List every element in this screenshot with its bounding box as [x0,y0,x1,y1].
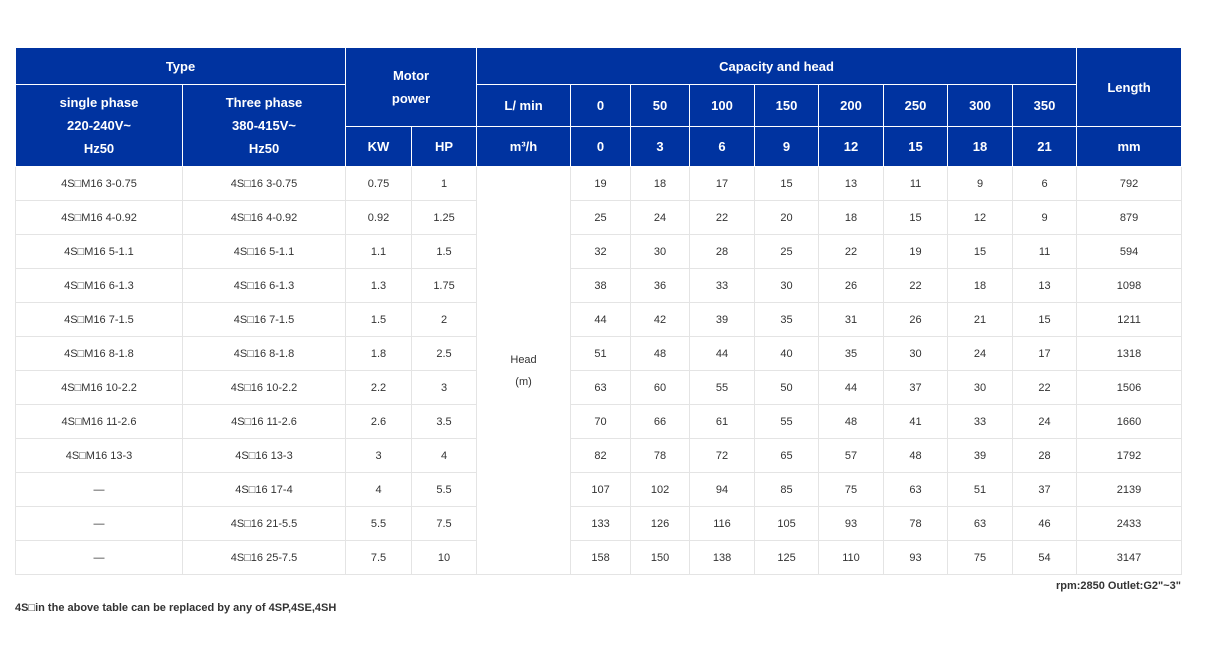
three-phase-model: 4S□16 3-0.75 [183,167,346,201]
head-value: 78 [884,507,948,541]
head-value: 17 [1013,337,1077,371]
three-phase-model: 4S□16 11-2.6 [183,405,346,439]
head-value: 63 [884,473,948,507]
head-value: 61 [690,405,755,439]
head-value: 32 [571,235,631,269]
head-value: 24 [948,337,1013,371]
head-value: 17 [690,167,755,201]
head-value: 63 [948,507,1013,541]
three-phase-model: 4S□16 6-1.3 [183,269,346,303]
power-hp: 1.25 [412,201,477,235]
single-phase-header [16,85,183,167]
length-value: 1098 [1077,269,1182,303]
head-value: 22 [690,201,755,235]
power-hp: 10 [412,541,477,575]
head-value: 30 [755,269,819,303]
capacity-head-header: Capacity and head [477,48,1077,85]
head-value: 37 [1013,473,1077,507]
head-value: 21 [948,303,1013,337]
head-value: 51 [948,473,1013,507]
table-row [16,473,1182,507]
power-hp: 3.5 [412,405,477,439]
three-phase-model: 4S□16 5-1.1 [183,235,346,269]
power-hp: 1.5 [412,235,477,269]
flow-m3h-value: 0 [571,127,631,167]
head-value: 6 [1013,167,1077,201]
single-phase-model: 4S□M16 6-1.3 [16,269,183,303]
head-value: 19 [884,235,948,269]
power-kw: 4 [346,473,412,507]
head-label: Head [510,353,537,366]
head-value: 28 [690,235,755,269]
head-value: 48 [631,337,690,371]
head-value: 110 [819,541,884,575]
head-value: 13 [819,167,884,201]
single-phase-line-3: Hz50 [83,141,115,156]
head-value: 44 [690,337,755,371]
head-value: 158 [571,541,631,575]
head-value: 66 [631,405,690,439]
single-phase-model: 4S□M16 4-0.92 [16,201,183,235]
flow-m3h-value: 12 [819,127,884,167]
head-value: 42 [631,303,690,337]
table-row [16,405,1182,439]
head-value: 55 [755,405,819,439]
power-kw: 0.75 [346,167,412,201]
single-phase-model: — [16,507,183,541]
three-phase-line-3: Hz50 [248,141,280,156]
head-value: 116 [690,507,755,541]
head-label-cell [477,167,571,575]
head-value: 78 [631,439,690,473]
head-value: 15 [884,201,948,235]
head-value: 125 [755,541,819,575]
head-value: 44 [819,371,884,405]
head-value: 94 [690,473,755,507]
power-hp: 1 [412,167,477,201]
length-header: Length [1077,48,1182,127]
head-value: 48 [819,405,884,439]
head-value: 15 [1013,303,1077,337]
head-value: 18 [819,201,884,235]
three-phase-model: 4S□16 8-1.8 [183,337,346,371]
power-hp: 2 [412,303,477,337]
head-value: 82 [571,439,631,473]
flow-lmin-value: 0 [571,85,631,127]
power-hp: 1.75 [412,269,477,303]
head-value: 20 [755,201,819,235]
power-hp: 7.5 [412,507,477,541]
head-value: 60 [631,371,690,405]
three-phase-model: 4S□16 7-1.5 [183,303,346,337]
three-phase-model: 4S□16 25-7.5 [183,541,346,575]
three-phase-line-1: Three phase [225,95,303,110]
head-value: 30 [884,337,948,371]
length-value: 3147 [1077,541,1182,575]
table-row [16,337,1182,371]
head-value: 39 [948,439,1013,473]
flow-lmin-value: 50 [631,85,690,127]
power-hp: 2.5 [412,337,477,371]
length-unit-header: mm [1077,127,1182,167]
head-value: 31 [819,303,884,337]
head-value: 12 [948,201,1013,235]
head-value: 11 [1013,235,1077,269]
replacement-note: 4S□in the above table can be replaced by any of 4SP,4SE,4SH [15,602,337,614]
power-hp: 3 [412,371,477,405]
single-phase-line-1: single phase [59,95,139,110]
head-value: 37 [884,371,948,405]
length-value: 1792 [1077,439,1182,473]
length-value: 1211 [1077,303,1182,337]
flow-lmin-value: 150 [755,85,819,127]
power-kw: 1.1 [346,235,412,269]
table-row [16,371,1182,405]
head-value: 22 [819,235,884,269]
head-value: 18 [948,269,1013,303]
head-value: 55 [690,371,755,405]
power-hp: 5.5 [412,473,477,507]
head-value: 75 [819,473,884,507]
hp-header: HP [412,127,477,167]
head-value: 24 [631,201,690,235]
head-value: 26 [819,269,884,303]
table-row [16,269,1182,303]
head-value: 39 [690,303,755,337]
power-kw: 2.6 [346,405,412,439]
three-phase-model: 4S□16 10-2.2 [183,371,346,405]
head-unit-label: (m) [515,375,532,388]
head-value: 15 [755,167,819,201]
three-phase-header [183,85,346,167]
length-value: 792 [1077,167,1182,201]
head-value: 9 [1013,201,1077,235]
single-phase-model: — [16,473,183,507]
length-value: 2433 [1077,507,1182,541]
head-value: 33 [690,269,755,303]
single-phase-model: 4S□M16 8-1.8 [16,337,183,371]
head-value: 30 [631,235,690,269]
head-value: 138 [690,541,755,575]
head-value: 18 [631,167,690,201]
head-value: 26 [884,303,948,337]
head-value: 133 [571,507,631,541]
kw-header: KW [346,127,412,167]
head-value: 40 [755,337,819,371]
head-value: 50 [755,371,819,405]
flow-lmin-value: 300 [948,85,1013,127]
power-hp: 4 [412,439,477,473]
flow-lmin-value: 350 [1013,85,1077,127]
head-value: 9 [948,167,1013,201]
head-value: 126 [631,507,690,541]
pump-spec-table [15,47,1182,575]
single-phase-model: 4S□M16 11-2.6 [16,405,183,439]
flow-lmin-label: L/ min [477,85,571,127]
head-value: 36 [631,269,690,303]
head-value: 11 [884,167,948,201]
single-phase-model: — [16,541,183,575]
head-value: 35 [755,303,819,337]
flow-lmin-value: 100 [690,85,755,127]
three-phase-model: 4S□16 4-0.92 [183,201,346,235]
length-value: 1318 [1077,337,1182,371]
single-phase-model: 4S□M16 3-0.75 [16,167,183,201]
power-kw: 1.3 [346,269,412,303]
table-row [16,507,1182,541]
head-value: 93 [884,541,948,575]
head-value: 107 [571,473,631,507]
head-value: 38 [571,269,631,303]
flow-m3h-value: 3 [631,127,690,167]
table-row [16,235,1182,269]
head-value: 105 [755,507,819,541]
table-row [16,541,1182,575]
single-phase-model: 4S□M16 13-3 [16,439,183,473]
power-kw: 7.5 [346,541,412,575]
table-row [16,201,1182,235]
head-value: 28 [1013,439,1077,473]
flow-m3h-value: 21 [1013,127,1077,167]
table-row [16,303,1182,337]
length-value: 594 [1077,235,1182,269]
head-value: 22 [884,269,948,303]
single-phase-model: 4S□M16 7-1.5 [16,303,183,337]
three-phase-model: 4S□16 17-4 [183,473,346,507]
head-value: 13 [1013,269,1077,303]
head-value: 22 [1013,371,1077,405]
head-value: 57 [819,439,884,473]
flow-m3h-value: 9 [755,127,819,167]
head-value: 46 [1013,507,1077,541]
head-value: 93 [819,507,884,541]
motor-power-line-1: Motor [392,68,430,83]
table-row [16,167,1182,201]
head-value: 70 [571,405,631,439]
head-value: 25 [571,201,631,235]
head-value: 15 [948,235,1013,269]
type-header: Type [16,48,346,85]
head-value: 63 [571,371,631,405]
rpm-outlet-note: rpm:2850 Outlet:G2"~3" [1055,580,1181,592]
head-value: 44 [571,303,631,337]
power-kw: 1.8 [346,337,412,371]
flow-m3h-label: m³/h [477,127,571,167]
single-phase-line-2: 220-240V~ [67,118,131,133]
head-value: 30 [948,371,1013,405]
head-value: 65 [755,439,819,473]
length-value: 1506 [1077,371,1182,405]
single-phase-model: 4S□M16 10-2.2 [16,371,183,405]
head-value: 54 [1013,541,1077,575]
flow-lmin-value: 200 [819,85,884,127]
flow-m3h-value: 15 [884,127,948,167]
head-value: 25 [755,235,819,269]
three-phase-line-2: 380-415V~ [232,118,296,133]
motor-power-line-2: power [391,91,431,106]
head-value: 102 [631,473,690,507]
spec-table-body [16,167,1182,575]
three-phase-model: 4S□16 21-5.5 [183,507,346,541]
head-value: 51 [571,337,631,371]
motor-power-header [346,48,477,127]
power-kw: 2.2 [346,371,412,405]
length-value: 1660 [1077,405,1182,439]
head-value: 41 [884,405,948,439]
table-row [16,439,1182,473]
head-value: 35 [819,337,884,371]
head-value: 72 [690,439,755,473]
power-kw: 3 [346,439,412,473]
flow-m3h-value: 18 [948,127,1013,167]
length-value: 879 [1077,201,1182,235]
head-value: 33 [948,405,1013,439]
head-value: 85 [755,473,819,507]
flow-lmin-value: 250 [884,85,948,127]
head-value: 24 [1013,405,1077,439]
three-phase-model: 4S□16 13-3 [183,439,346,473]
length-value: 2139 [1077,473,1182,507]
flow-m3h-value: 6 [690,127,755,167]
head-value: 48 [884,439,948,473]
head-value: 150 [631,541,690,575]
single-phase-model: 4S□M16 5-1.1 [16,235,183,269]
power-kw: 0.92 [346,201,412,235]
head-value: 75 [948,541,1013,575]
power-kw: 5.5 [346,507,412,541]
head-value: 19 [571,167,631,201]
power-kw: 1.5 [346,303,412,337]
